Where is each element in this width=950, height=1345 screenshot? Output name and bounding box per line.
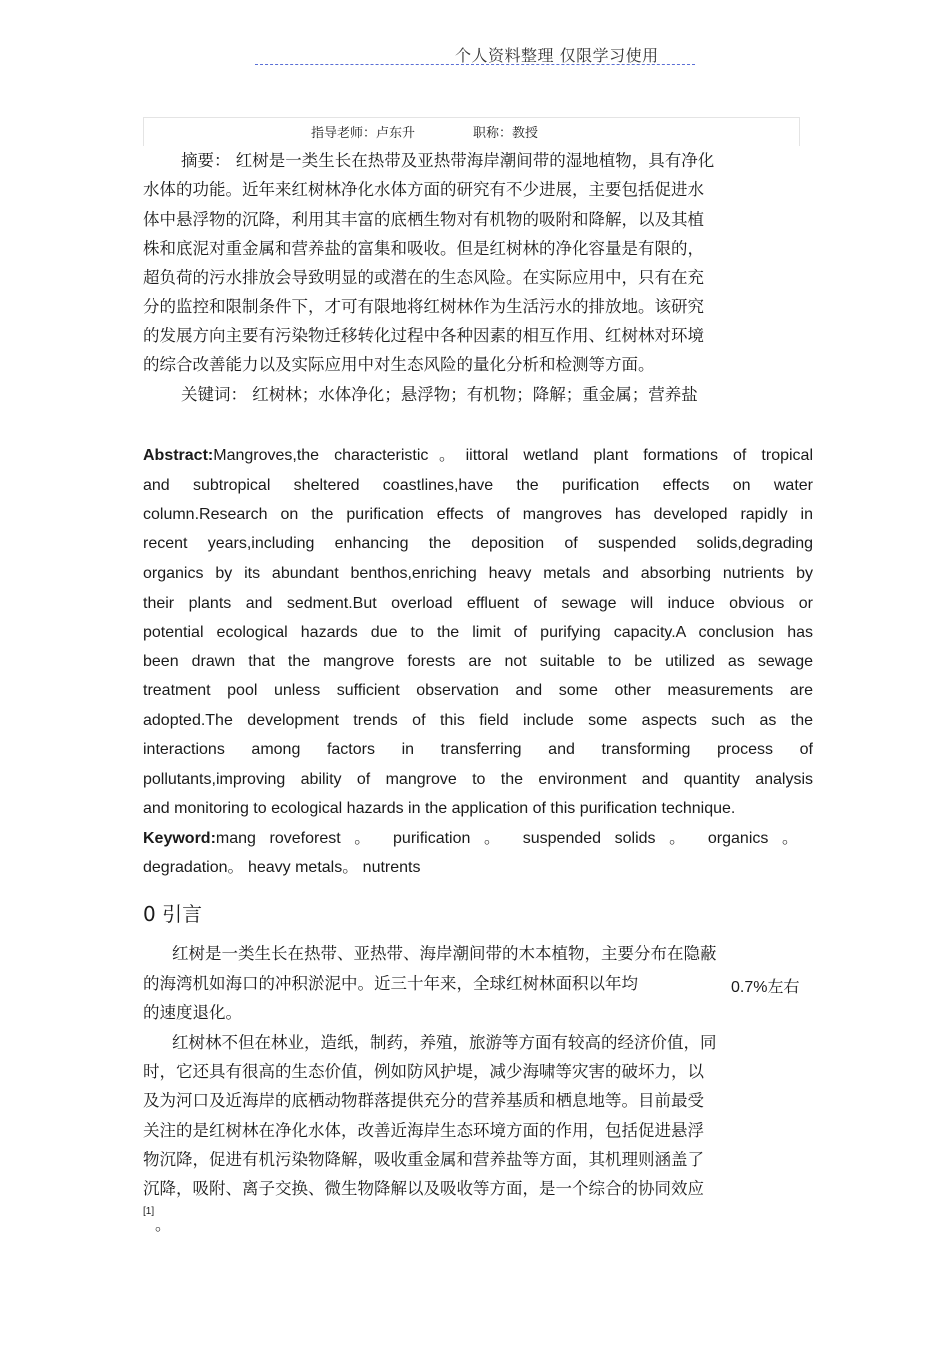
abstract-zh-line: 摘要： 红树是一类生长在热带及亚热带海岸潮间带的湿地植物，具有净化	[181, 151, 715, 170]
abstract-zh-line: 水体的功能。近年来红树林净化水体方面的研究有不少进展，主要包括促进水	[143, 180, 704, 199]
abstract-zh-line: 株和底泥对重金属和营养盐的富集和吸收。但是红树林的净化容量是有限的，	[143, 239, 704, 258]
keyword-en-line	[143, 829, 798, 849]
abstract-en-line: adopted.The development trends of this field include some aspects such as the	[143, 712, 813, 729]
abstract-en-first-line	[143, 446, 813, 466]
abstract-zh-line: 体中悬浮物的沉降，利用其丰富的底栖生物对有机物的吸附和降解，以及其植	[143, 210, 704, 229]
keyword-en-label: Keyword:	[143, 830, 216, 847]
abstract-zh-line: 的综合改善能力以及实际应用中对生态风险的量化分析和检测等方面。	[143, 355, 655, 374]
keywords-zh: 关键词： 红树林；水体净化；悬浮物；有机物；降解；重金属；营养盐	[181, 385, 698, 404]
intro-line: 的海湾机如海口的冲积淤泥中。近三十年来，全球红树林面积以年均	[143, 974, 638, 993]
abstract-en-line: and monitoring to ecological hazards in the application of this purification technique.	[143, 800, 736, 817]
intro-line: 沉降，吸附、离子交换、微生物降解以及吸收等方面，是一个综合的协同效应	[143, 1179, 704, 1198]
abstract-en-label: Abstract:	[143, 447, 214, 464]
abstract-en-line: interactions among factors in transferring and transforming process of	[143, 741, 813, 758]
advisor-box	[143, 117, 800, 146]
intro-line: 的速度退化。	[143, 1003, 242, 1022]
intro-line: 时，它还具有很高的生态价值，例如防风护堤，减少海啸等灾害的破坏力，以	[143, 1062, 704, 1081]
intro-line: 关注的是红树林在净化水体，改善近海岸生态环境方面的作用，包括促进悬浮	[143, 1121, 704, 1140]
intro-line: 红树是一类生长在热带、亚热带、海岸潮间带的木本植物，主要分布在隐蔽	[172, 944, 717, 963]
abstract-en-text: Mangroves,the characteristic。iittoral wetland plant formations of tropical	[213, 447, 813, 464]
abstract-en-line: column.Research on the purification effects of mangroves has developed rapidly in	[143, 506, 813, 523]
abstract-en-line: organics by its abundant benthos,enriching heavy metals and absorbing nutrients by	[143, 565, 813, 582]
citation-period: 。	[155, 1215, 172, 1234]
keyword-en-text: mang roveforest 。 purification 。 suspended solids 。 organics 。	[215, 830, 798, 847]
intro-line: 及为河口及近海岸的底栖动物群落提供充分的营养基质和栖息地等。目前最受	[143, 1091, 704, 1110]
intro-line: 物沉降，促进有机污染物降解，吸收重金属和营养盐等方面，其机理则涵盖了	[143, 1150, 704, 1169]
abstract-en-line: potential ecological hazards due to the limit of purifying capacity.A conclusion has	[143, 624, 813, 641]
abstract-en-line: their plants and sedment.But overload effluent of sewage will induce obvious or	[143, 595, 813, 612]
abstract-en-line: and subtropical sheltered coastlines,have the purification effects on water	[143, 477, 813, 494]
header-title: 个人资料整理 仅限学习使用	[455, 46, 659, 65]
section-heading: 0 引言	[143, 902, 203, 926]
abstract-en-line: pollutants,improving ability of mangrove to the environment and quantity analysis	[143, 771, 813, 788]
keyword-en-line2: degradation。 heavy metals。 nutrents	[143, 859, 421, 876]
abstract-zh-line: 的发展方向主要有污染物迁移转化过程中各种因素的相互作用、红树林对环境	[143, 326, 704, 345]
abstract-zh-line: 分的监控和限制条件下，才可有限地将红树林作为生活污水的排放地。该研究	[143, 297, 704, 316]
header-divider	[255, 64, 695, 65]
abstract-en-line: been drawn that the mangrove forests are not suitable to be utilized as sewage	[143, 653, 813, 670]
intro-line: 红树林不但在林业，造纸，制药，养殖，旅游等方面有较高的经济价值，同	[172, 1033, 717, 1052]
abstract-en-line: recent years,including enhancing the deposition of suspended solids,degrading	[143, 535, 813, 552]
citation-marker: [1]	[143, 1206, 155, 1217]
abstract-zh-line: 超负荷的污水排放会导致明显的或潜在的生态风险。在实际应用中，只有在充	[143, 268, 704, 287]
intro-rate: 0.7%左右	[731, 979, 800, 996]
advisor-teacher: 指导老师：卢东升	[311, 126, 416, 141]
advisor-title: 职称：教授	[473, 126, 539, 141]
abstract-en-line: treatment pool unless sufficient observation and some other measurements are	[143, 682, 813, 699]
